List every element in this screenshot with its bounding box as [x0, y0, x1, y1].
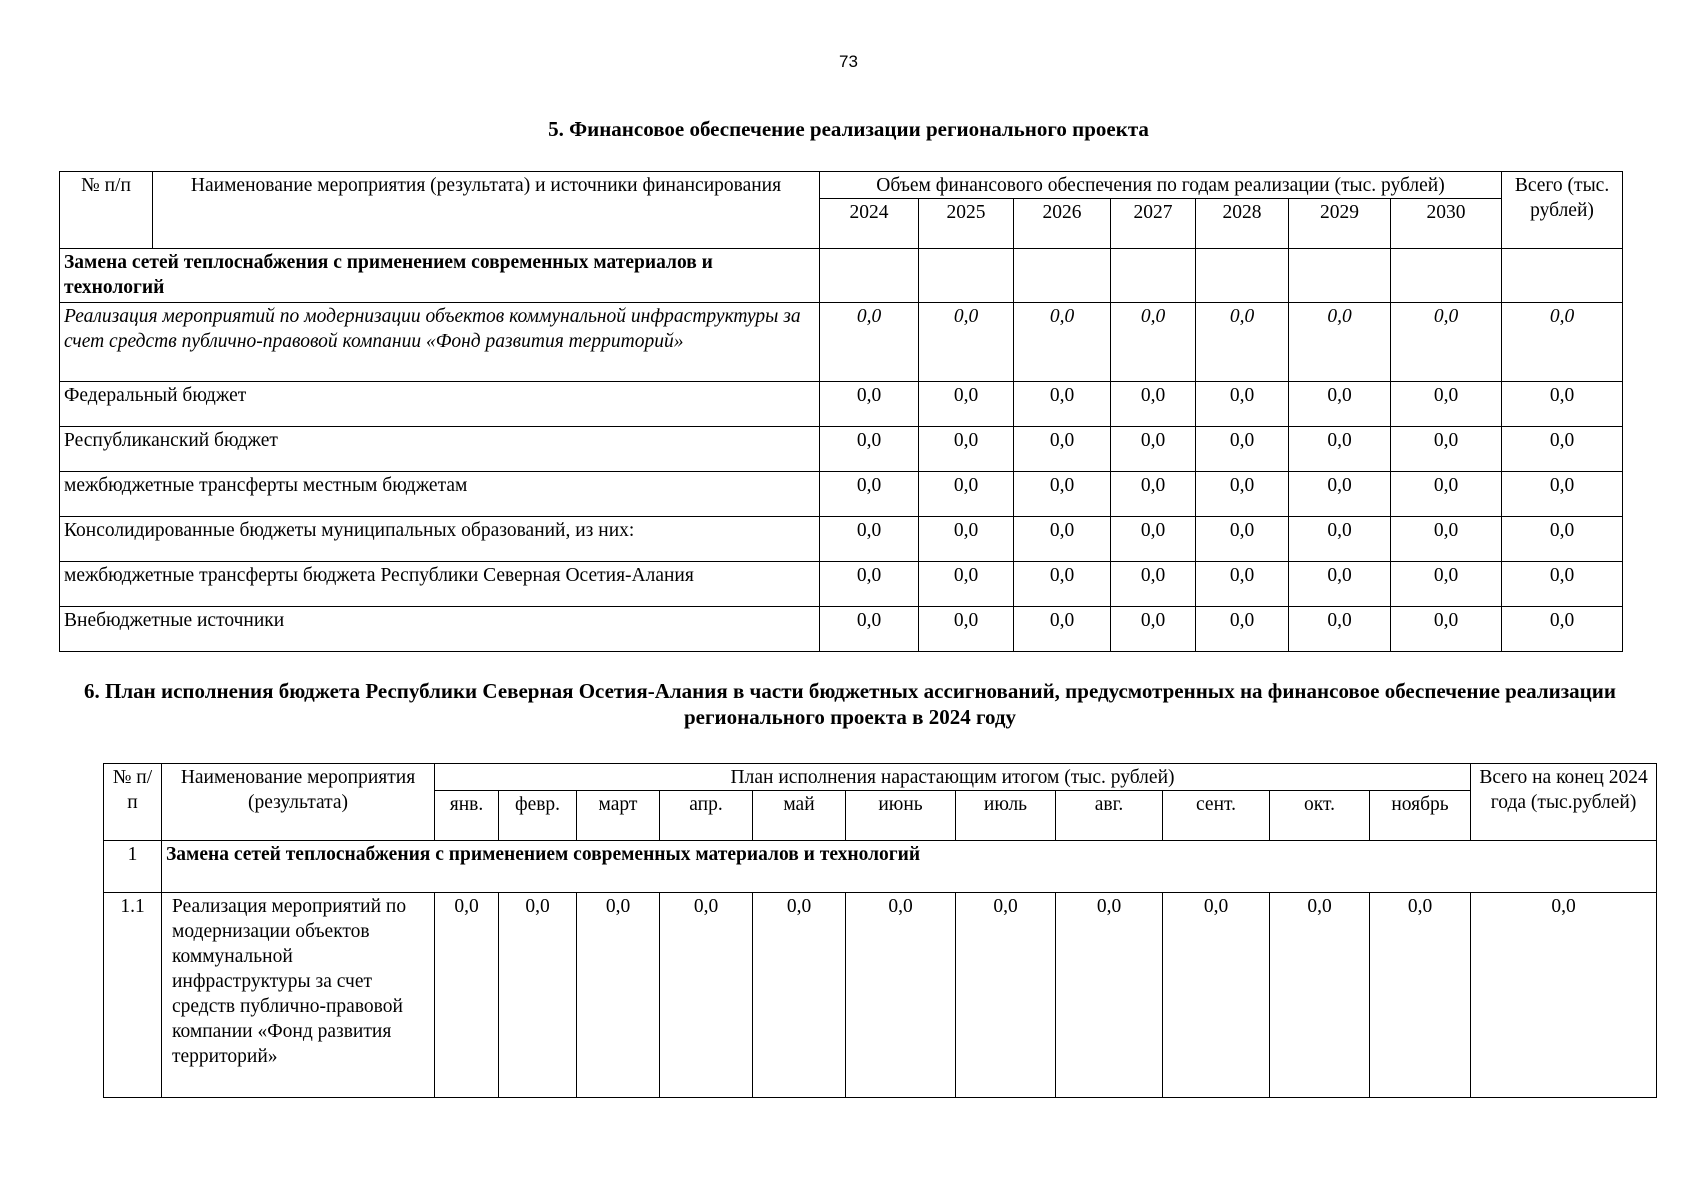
table-row — [60, 303, 1623, 382]
value-cell: 0,0 — [820, 562, 919, 607]
col-total-header: Всего на конец 2024 года (тыс.рублей) — [1471, 764, 1657, 841]
year-header: 2024 — [820, 199, 919, 249]
year-header: 2026 — [1014, 199, 1111, 249]
value-cell: 0,0 — [1014, 382, 1111, 427]
value-cell: 0,0 — [1196, 562, 1289, 607]
total-cell: 0,0 — [1471, 893, 1657, 1098]
value-cell: 0,0 — [820, 427, 919, 472]
total-cell: 0,0 — [1502, 427, 1623, 472]
value-cell: 0,0 — [1289, 517, 1391, 562]
budget-plan-table — [103, 763, 1657, 1098]
value-cell: 0,0 — [846, 893, 956, 1098]
col-plan-header: План исполнения нарастающим итогом (тыс. рублей) — [435, 764, 1471, 791]
year-header: 2029 — [1289, 199, 1391, 249]
total-cell: 0,0 — [1502, 382, 1623, 427]
month-header: авг. — [1056, 791, 1163, 841]
value-cell: 0,0 — [1270, 893, 1370, 1098]
year-header: 2025 — [919, 199, 1014, 249]
value-cell: 0,0 — [1391, 427, 1502, 472]
table-row — [60, 517, 1623, 562]
section-row-name: Замена сетей теплоснабжения с применением современных материалов и технологий — [162, 841, 1657, 893]
month-header: янв. — [435, 791, 499, 841]
value-cell: 0,0 — [577, 893, 660, 1098]
value-cell: 0,0 — [1111, 427, 1196, 472]
year-header: 2027 — [1111, 199, 1196, 249]
value-cell: 0,0 — [1391, 303, 1502, 382]
page-number: 73 — [839, 52, 858, 71]
value-cell: 0,0 — [1391, 517, 1502, 562]
value-cell: 0,0 — [1370, 893, 1471, 1098]
total-cell: 0,0 — [1502, 562, 1623, 607]
value-cell: 0,0 — [1014, 517, 1111, 562]
value-cell: 0,0 — [1014, 472, 1111, 517]
value-cell: 0,0 — [919, 472, 1014, 517]
value-cell: 0,0 — [919, 562, 1014, 607]
value-cell: 0,0 — [919, 427, 1014, 472]
value-cell: 0,0 — [1289, 607, 1391, 652]
value-cell: 0,0 — [1014, 607, 1111, 652]
month-header: февр. — [499, 791, 577, 841]
value-cell: 0,0 — [1111, 562, 1196, 607]
table-row — [60, 472, 1623, 517]
month-header: март — [577, 791, 660, 841]
financing-table — [59, 171, 1623, 652]
value-cell: 0,0 — [660, 893, 753, 1098]
row-name: Консолидированные бюджеты муниципальных образований, из них: — [60, 517, 820, 562]
value-cell: 0,0 — [1111, 472, 1196, 517]
value-cell: 0,0 — [1014, 303, 1111, 382]
row-name: межбюджетные трансферты местным бюджетам — [60, 472, 820, 517]
total-cell: 0,0 — [1502, 607, 1623, 652]
value-cell: 0,0 — [956, 893, 1056, 1098]
col-total-header: Всего (тыс. рублей) — [1502, 172, 1623, 249]
value-cell: 0,0 — [1014, 562, 1111, 607]
month-header: окт. — [1270, 791, 1370, 841]
value-cell: 0,0 — [1111, 517, 1196, 562]
table-row — [60, 562, 1623, 607]
month-header: сент. — [1163, 791, 1270, 841]
row-name: Реализация мероприятий по модернизации объектов коммунальной инфраструктуры за счет средств публично-правовой компании «Фонд развития территорий» — [60, 303, 820, 382]
total-cell: 0,0 — [1502, 517, 1623, 562]
value-cell: 0,0 — [1196, 607, 1289, 652]
section-5-title: 5. Финансовое обеспечение реализации регионального проекта — [548, 117, 1149, 141]
col-name-header: Наименование мероприятия (результата) и источники финансирования — [153, 172, 820, 249]
table-row — [60, 382, 1623, 427]
table-row — [60, 427, 1623, 472]
value-cell: 0,0 — [1196, 303, 1289, 382]
value-cell: 0,0 — [919, 607, 1014, 652]
value-cell: 0,0 — [820, 472, 919, 517]
value-cell: 0,0 — [1111, 607, 1196, 652]
value-cell: 0,0 — [1056, 893, 1163, 1098]
row-num: 1.1 — [104, 893, 162, 1098]
value-cell: 0,0 — [435, 893, 499, 1098]
value-cell: 0,0 — [1391, 382, 1502, 427]
total-cell: 0,0 — [1502, 472, 1623, 517]
value-cell: 0,0 — [1163, 893, 1270, 1098]
month-header: апр. — [660, 791, 753, 841]
value-cell: 0,0 — [499, 893, 577, 1098]
value-cell: 0,0 — [1196, 427, 1289, 472]
value-cell: 0,0 — [1289, 382, 1391, 427]
value-cell: 0,0 — [1014, 427, 1111, 472]
value-cell: 0,0 — [820, 517, 919, 562]
row-name: Федеральный бюджет — [60, 382, 820, 427]
row-name: Республиканский бюджет — [60, 427, 820, 472]
value-cell: 0,0 — [1289, 303, 1391, 382]
value-cell: 0,0 — [820, 607, 919, 652]
value-cell: 0,0 — [1196, 472, 1289, 517]
value-cell: 0,0 — [1111, 303, 1196, 382]
value-cell: 0,0 — [1289, 472, 1391, 517]
section-6-title: 6. План исполнения бюджета Республики Северная Осетия-Алания в части бюджетных ассигнований, предусмотренных на финансовое обеспечение реализации регионального проекта в 2024 году — [84, 679, 1616, 729]
col-name-header: Наименование мероприятия (результата) — [162, 764, 435, 841]
year-header: 2028 — [1196, 199, 1289, 249]
value-cell: 0,0 — [820, 303, 919, 382]
group-title: Замена сетей теплоснабжения с применением современных материалов и технологий — [60, 249, 820, 303]
month-header: ноябрь — [1370, 791, 1471, 841]
value-cell: 0,0 — [919, 517, 1014, 562]
row-name: Реализация мероприятий по модернизации объектов коммунальной инфраструктуры за счет средств публично-правовой компании «Фонд развития территорий» — [162, 893, 435, 1098]
value-cell: 0,0 — [1111, 382, 1196, 427]
col-volume-header: Объем финансового обеспечения по годам реализации (тыс. рублей) — [820, 172, 1502, 199]
value-cell: 0,0 — [753, 893, 846, 1098]
row-name: Внебюджетные источники — [60, 607, 820, 652]
value-cell: 0,0 — [1289, 427, 1391, 472]
row-name: межбюджетные трансферты бюджета Республики Северная Осетия-Алания — [60, 562, 820, 607]
value-cell: 0,0 — [919, 382, 1014, 427]
month-header: июль — [956, 791, 1056, 841]
month-header: май — [753, 791, 846, 841]
col-num-header: № п/п — [60, 172, 153, 249]
table-row — [60, 607, 1623, 652]
year-header: 2030 — [1391, 199, 1502, 249]
value-cell: 0,0 — [1196, 382, 1289, 427]
month-header: июнь — [846, 791, 956, 841]
value-cell: 0,0 — [1391, 607, 1502, 652]
value-cell: 0,0 — [820, 382, 919, 427]
value-cell: 0,0 — [1391, 472, 1502, 517]
total-cell: 0,0 — [1502, 303, 1623, 382]
value-cell: 0,0 — [919, 303, 1014, 382]
section-row-num: 1 — [104, 841, 162, 893]
col-num-header: № п/п — [104, 764, 162, 841]
value-cell: 0,0 — [1196, 517, 1289, 562]
value-cell: 0,0 — [1289, 562, 1391, 607]
value-cell: 0,0 — [1391, 562, 1502, 607]
